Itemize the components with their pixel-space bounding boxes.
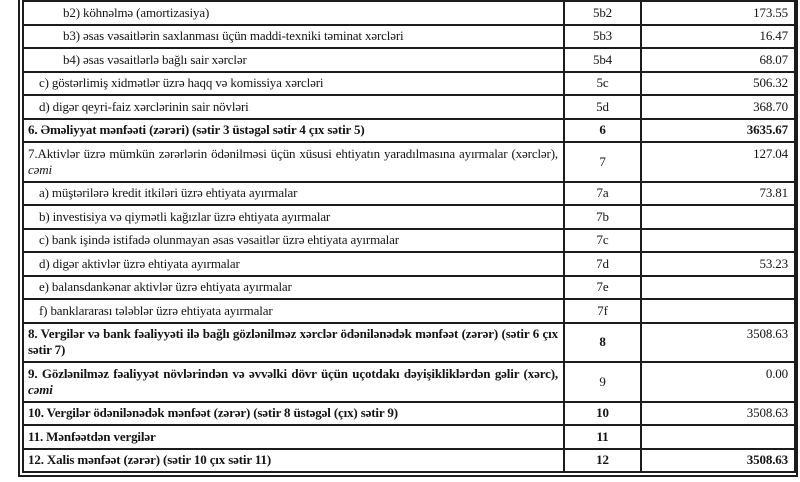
row-label — [23, 142, 564, 182]
table-row — [23, 229, 795, 253]
row-value — [641, 425, 795, 449]
row-label — [23, 362, 564, 402]
row-value — [641, 229, 795, 253]
table-row — [23, 362, 795, 402]
row-code: 7a — [564, 182, 641, 206]
table-row — [23, 182, 795, 206]
row-label — [23, 119, 564, 143]
financial-table — [22, 0, 796, 473]
row-code: 5b2 — [564, 1, 641, 25]
row-code: 6 — [564, 119, 641, 143]
row-label-text: b3) əsas vəsaitlərin saxlanması üçün maddi-texniki təminat xərcləri — [63, 28, 404, 43]
row-label-text: 6. Əməliyyat mənfəəti (zərəri) (sətir 3 üstəgəl sətir 4 çıx sətir 5) — [28, 122, 365, 137]
row-label — [23, 299, 564, 323]
table-row — [23, 1, 795, 25]
row-label-italic-suffix: cəmi — [28, 161, 52, 177]
row-label — [23, 95, 564, 119]
row-code: 11 — [564, 425, 641, 449]
row-code: 5c — [564, 72, 641, 96]
row-label — [23, 425, 564, 449]
table-row — [23, 276, 795, 300]
row-label-text: d) digər aktivlər üzrə ehtiyata ayırmalar — [39, 255, 240, 271]
row-value: 53.23 — [641, 252, 795, 276]
row-label — [23, 402, 564, 426]
table-row — [23, 299, 795, 323]
table-row — [23, 142, 795, 182]
row-code: 10 — [564, 402, 641, 426]
row-code: 5b4 — [564, 48, 641, 72]
row-label — [23, 1, 564, 25]
row-value: 3508.63 — [641, 449, 795, 473]
row-value — [641, 299, 795, 323]
row-value: 0.00 — [641, 362, 795, 402]
row-label-text: a) müştərilərə kredit itkiləri üzrə ehtiyata ayırmalar — [39, 185, 298, 200]
row-label — [23, 25, 564, 49]
table-row — [23, 402, 795, 426]
row-label-text: f) banklararası tələblər üzrə ehtiyata ayırmalar — [39, 302, 273, 318]
row-code: 7e — [564, 276, 641, 300]
row-label-italic-suffix: cəmi — [28, 381, 53, 397]
table-row — [23, 119, 795, 143]
row-value: 3508.63 — [641, 323, 795, 363]
row-label-text: d) digər qeyri-faiz xərclərinin sair növləri — [39, 98, 249, 114]
row-code: 7c — [564, 229, 641, 253]
row-label — [23, 323, 564, 363]
row-code: 7f — [564, 299, 641, 323]
table-row — [23, 449, 795, 473]
table-row — [23, 95, 795, 119]
row-label — [23, 276, 564, 300]
table-row — [23, 25, 795, 49]
row-value: 73.81 — [641, 182, 795, 206]
financial-table-body — [23, 1, 795, 472]
table-row — [23, 252, 795, 276]
row-code: 7d — [564, 252, 641, 276]
row-label-text: c) bank işində istifadə olunmayan əsas vəsaitlər üzrə ehtiyata ayırmalar — [39, 232, 399, 247]
table-row — [23, 425, 795, 449]
row-code: 7b — [564, 205, 641, 229]
row-label-text: b) investisiya və qiymətli kağızlar üzrə ehtiyata ayırmalar — [39, 208, 331, 224]
row-label — [23, 252, 564, 276]
row-code: 5b3 — [564, 25, 641, 49]
table-row — [23, 205, 795, 229]
row-value: 68.07 — [641, 48, 795, 72]
row-value: 173.55 — [641, 1, 795, 25]
table-row — [23, 48, 795, 72]
row-label-text: b4) əsas vəsaitlərlə bağlı sair xərclər — [63, 51, 247, 67]
row-label-text: 10. Vergilər ödənilənədək mənfəət (zərər) (sətir 8 üstəgəl (çıx) sətir 9) — [28, 405, 398, 420]
row-label — [23, 72, 564, 96]
row-value: 368.70 — [641, 95, 795, 119]
row-value: 506.32 — [641, 72, 795, 96]
row-label-text: b2) köhnəlmə (amortizasiya) — [63, 4, 210, 20]
row-label — [23, 229, 564, 253]
row-label-text: 11. Mənfəətdən vergilər — [28, 428, 156, 444]
row-label-text: 12. Xalis mənfəət (zərər) (sətir 10 çıx sətir 11) — [28, 452, 272, 467]
row-code: 7 — [564, 142, 641, 182]
row-code: 5d — [564, 95, 641, 119]
row-code: 9 — [564, 362, 641, 402]
row-value: 127.04 — [641, 142, 795, 182]
row-label-text: 8. Vergilər və bank fəaliyyəti ilə bağlı gözlənilməz xərclər ödənilənədək mənfəət (zərər) (sətir 6 çıx sətir 7) — [28, 326, 558, 357]
table-row — [23, 323, 795, 363]
row-value: 3508.63 — [641, 402, 795, 426]
row-code: 12 — [564, 449, 641, 473]
row-value — [641, 205, 795, 229]
row-code: 8 — [564, 323, 641, 363]
row-value — [641, 276, 795, 300]
row-label — [23, 449, 564, 473]
financial-table-frame — [18, 0, 798, 477]
row-label — [23, 182, 564, 206]
row-value: 3635.67 — [641, 119, 795, 143]
row-label-text: 9. Gözlənilməz fəaliyyət növlərindən və əvvəlki dövr üçün uçotdakı dəyişikliklərdən gəlir (xərc), — [28, 365, 558, 381]
row-label — [23, 205, 564, 229]
row-label-text: c) göstərlimiş xidmətlər üzrə haqq və komissiya xərcləri — [39, 75, 324, 90]
row-value: 16.47 — [641, 25, 795, 49]
row-label-text: e) balansdankənar aktivlər üzrə ehtiyata ayırmalar — [39, 279, 292, 294]
row-label-text: 7.Aktivlər üzrə mümkün zərərlərin ödənilməsi üçün xüsusi ehtiyatın yaradılmasına ayırmalar (xərclər), — [28, 145, 558, 161]
row-label — [23, 48, 564, 72]
table-row — [23, 72, 795, 96]
